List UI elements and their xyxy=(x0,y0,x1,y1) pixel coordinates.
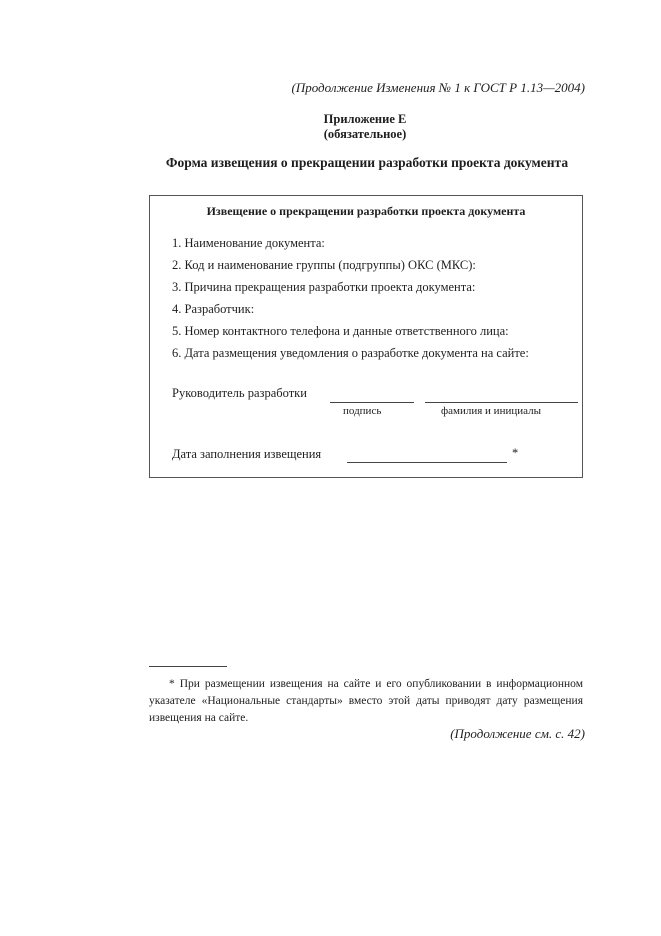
notice-form-box xyxy=(149,195,583,478)
signature-line xyxy=(330,402,414,403)
signature-caption: подпись xyxy=(343,405,382,417)
footnote-divider xyxy=(149,666,227,667)
header-note: (Продолжение Изменения № 1 к ГОСТ Р 1.13—2004) xyxy=(291,80,585,95)
notice-item: 4. Разработчик: xyxy=(172,302,255,316)
notice-item: 6. Дата размещения уведомления о разработке документа на сайте: xyxy=(172,346,529,360)
notice-item: 2. Код и наименование группы (подгруппы) ОКС (МКС): xyxy=(172,258,476,272)
date-label: Дата заполнения извещения xyxy=(172,447,322,461)
notice-items xyxy=(172,232,529,364)
signature-label: Руководитель разработки xyxy=(172,386,307,400)
continuation-note: (Продолжение см. с. 42) xyxy=(450,726,585,741)
notice-title: Извещение о прекращении разработки проекта документа xyxy=(206,204,526,218)
notice-item: 5. Номер контактного телефона и данные ответственного лица: xyxy=(172,324,509,338)
form-title: Форма извещения о прекращении разработки проекта документа xyxy=(165,155,569,170)
notice-item: 1. Наименование документа: xyxy=(172,236,325,250)
footnote-mark: * xyxy=(512,446,519,460)
name-line xyxy=(425,402,578,403)
notice-item: 3. Причина прекращения разработки проекта документа: xyxy=(172,280,476,294)
appendix-heading xyxy=(300,112,430,142)
footnote-text: * При размещении извещения на сайте и его опубликовании в информационном указателе «Национальные стандарты» вместо этой даты приводят дату размещения извещения на сайте. xyxy=(149,678,583,724)
appendix-title: Приложение Е xyxy=(323,112,407,126)
date-line xyxy=(347,462,507,463)
name-caption: фамилия и инициалы xyxy=(441,405,541,417)
appendix-subtitle: (обязательное) xyxy=(323,127,407,141)
